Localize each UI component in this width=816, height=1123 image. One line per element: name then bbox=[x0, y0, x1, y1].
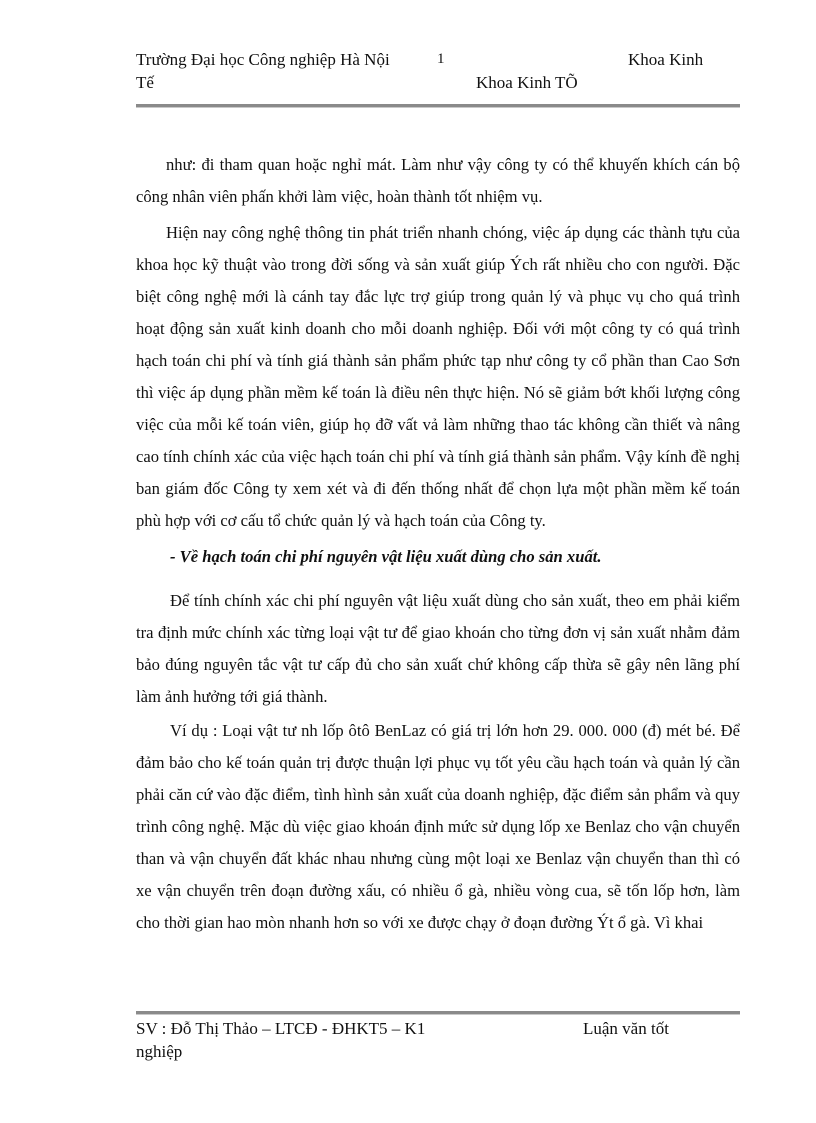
section-subheading: - Về hạch toán chi phí nguyên vật liệu xuất dùng cho sản xuất. bbox=[170, 547, 602, 566]
paragraph-3: Để tính chính xác chi phí nguyên vật liệu xuất dùng cho sản xuất, theo em phải kiểm tra định mức chính xác từng loại vật tư để giao khoán cho từng đơn vị sản xuất nhằm đảm bảo đúng nguyên tắc vật tư cấp đủ cho sản xuất chứ không cấp thừa sẽ gây nên lãng phí làm ảnh hưởng tới giá thành. bbox=[136, 591, 740, 706]
document-body bbox=[136, 149, 740, 939]
page-number: 1 bbox=[437, 51, 445, 67]
footer-thesis-right: Luận văn tốt bbox=[583, 1019, 669, 1038]
header-faculty-center: Khoa Kinh TÕ bbox=[476, 73, 578, 92]
header-rule bbox=[136, 104, 740, 108]
footer-student: SV : Đỗ Thị Thảo – LTCĐ - ĐHKT5 – K1 bbox=[136, 1019, 426, 1038]
paragraph-1: như: đi tham quan hoặc nghỉ mát. Làm như vậy công ty có thể khuyến khích cán bộ công nhân viên phấn khởi làm việc, hoàn thành tốt nhiệm vụ. bbox=[136, 155, 740, 206]
footer-thesis-tail: nghiệp bbox=[136, 1042, 183, 1061]
paragraph-2: Hiện nay công nghệ thông tin phát triển nhanh chóng, việc áp dụng các thành tựu của khoa học kỹ thuật vào trong đời sống và sản xuất giúp Ých rất nhiều cho con người. Đặc biệt công nghệ mới là cánh tay đắc lực trợ giúp trong quản lý và phục vụ cho quá trình hoạt động sản xuất kinh doanh cho mỗi doanh nghiệp. Đối với một công ty có quá trình hạch toán chi phí và tính giá thành sản phẩm phức tạp như công ty cổ phần than Cao Sơn thì việc áp dụng phần mềm kế toán là điều nên thực hiện. Nó sẽ giảm bớt khối lượng công việc của mỗi kế toán viên, giúp họ đỡ vất vả làm những thao tác không cần thiết và nâng cao tính chính xác của việc hạch toán chi phí và tính giá thành sản phẩm. Vậy kính đề nghị ban giám đốc Công ty xem xét và đi đến thống nhất để chọn lựa một phần mềm kế toán phù hợp với cơ cấu tổ chức quản lý và hạch toán của Công ty. bbox=[136, 223, 740, 530]
header-faculty-right: Khoa Kinh bbox=[628, 50, 704, 69]
header-school: Trường Đại học Công nghiệp Hà Nội bbox=[136, 50, 390, 69]
header-faculty-tail: Tế bbox=[136, 73, 154, 92]
paragraph-4: Ví dụ : Loại vật tư nh lốp ôtô BenLaz có giá trị lớn hơn 29. 000. 000 (đ) mét bé. Để đảm bảo cho kế toán quản trị được thuận lợi phục vụ tốt yêu cầu hạch toán và quản lý cần phải căn cứ vào đặc điểm, tình hình sản xuất của doanh nghiệp, đặc điểm sản phẩm và quy trình công nghệ. Mặc dù việc giao khoán định mức sử dụng lốp xe Benlaz cho vận chuyển than và vận chuyển đất khác nhau nhưng cùng một loại xe Benlaz vận chuyển than thì có xe vận chuyển trên đoạn đường xấu, có nhiều ổ gà, nhiều vòng cua, sẽ tốn lốp hơn, làm cho thời gian hao mòn nhanh hơn so với xe được chạy ở đoạn đường Ýt ổ gà. Vì khai bbox=[136, 721, 740, 932]
footer-rule bbox=[136, 1011, 740, 1015]
